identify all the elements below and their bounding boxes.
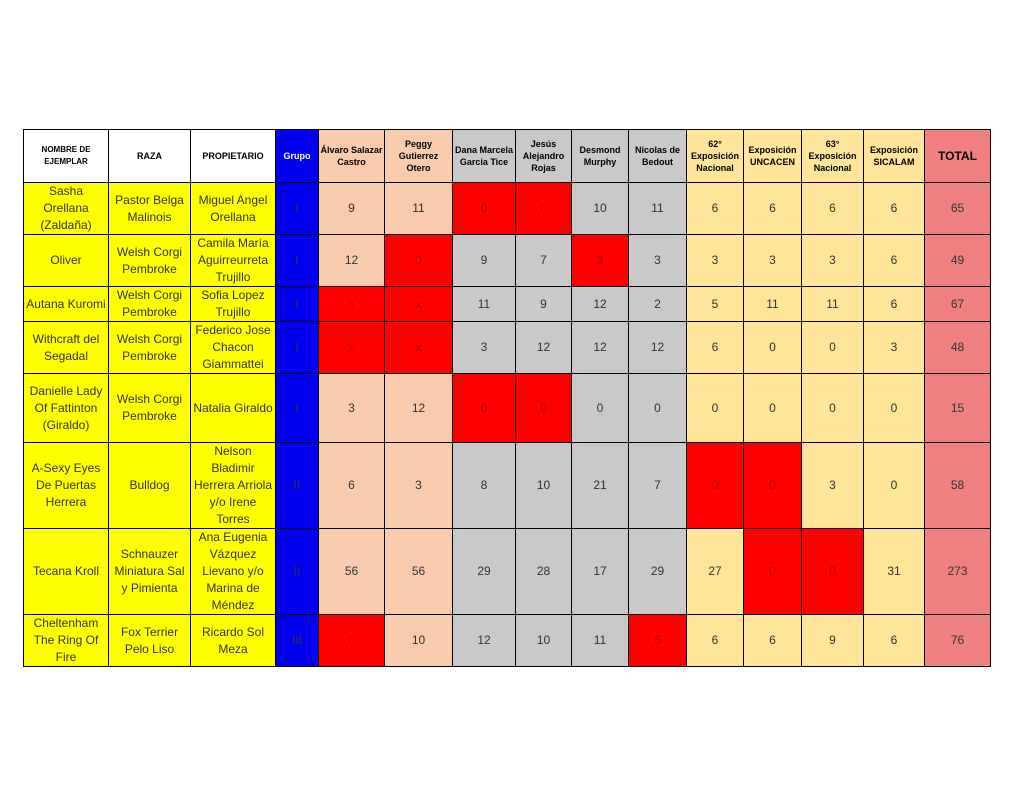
cell-propietario: Ricardo Sol Meza: [191, 615, 276, 667]
cell-nombre: A-Sexy Eyes De Puertas Herrera: [24, 443, 109, 529]
cell-score: 6: [864, 183, 925, 235]
cell-nombre: Oliver: [24, 235, 109, 287]
cell-raza: Welsh Corgi Pembroke: [109, 235, 191, 287]
table-row: [24, 443, 991, 529]
cell-score: 0: [453, 374, 516, 443]
cell-grupo: I: [276, 374, 319, 443]
cell-score: 12: [453, 615, 516, 667]
cell-propietario: Miguel Angel Orellana: [191, 183, 276, 235]
header-judge-alvaro: Álvaro Salazar Castro: [319, 130, 385, 183]
cell-score: 3: [385, 443, 453, 529]
cell-score: 12: [516, 322, 572, 374]
cell-score: 3: [319, 374, 385, 443]
cell-score: 7: [516, 235, 572, 287]
cell-score: 9: [319, 183, 385, 235]
cell-score: 0: [516, 374, 572, 443]
cell-total: 65: [925, 183, 991, 235]
table-row: [24, 183, 991, 235]
results-table: [23, 129, 991, 667]
cell-score: 0: [802, 322, 864, 374]
cell-score: x: [385, 287, 453, 322]
cell-total: 76: [925, 615, 991, 667]
cell-score: 0: [744, 529, 802, 615]
cell-score: 10: [516, 615, 572, 667]
cell-grupo: I: [276, 287, 319, 322]
cell-score: 0: [744, 374, 802, 443]
cell-score: 9: [802, 615, 864, 667]
cell-score: 6: [687, 183, 744, 235]
cell-grupo: III: [276, 615, 319, 667]
cell-score: 3: [629, 235, 687, 287]
header-expo-63: 63° Exposición Nacional: [802, 130, 864, 183]
cell-score: 0: [744, 322, 802, 374]
cell-score: 0: [802, 529, 864, 615]
cell-score: 28: [516, 529, 572, 615]
cell-score: 6: [687, 322, 744, 374]
header-raza: RAZA: [109, 130, 191, 183]
table-body: [24, 183, 991, 667]
cell-score: 10: [516, 443, 572, 529]
header-judge-nicolas: Nicolas de Bedout: [629, 130, 687, 183]
cell-score: 31: [864, 529, 925, 615]
cell-score: 6: [864, 287, 925, 322]
cell-raza: Welsh Corgi Pembroke: [109, 322, 191, 374]
cell-score: 9: [453, 235, 516, 287]
cell-score: 0: [453, 183, 516, 235]
cell-grupo: I: [276, 183, 319, 235]
cell-score: 11: [572, 615, 629, 667]
cell-nombre: Cheltenham The Ring Of Fire: [24, 615, 109, 667]
cell-score: 5: [687, 287, 744, 322]
cell-score: 0: [744, 443, 802, 529]
cell-score: 6: [864, 615, 925, 667]
header-judge-dana: Dana Marcela Garcia Tice: [453, 130, 516, 183]
cell-score: 0: [319, 615, 385, 667]
cell-score: 0: [385, 235, 453, 287]
cell-score: 0: [516, 183, 572, 235]
cell-score: 11: [802, 287, 864, 322]
cell-raza: Bulldog: [109, 443, 191, 529]
cell-raza: Pastor Belga Malinois: [109, 183, 191, 235]
table-row: [24, 235, 991, 287]
cell-score: 6: [629, 615, 687, 667]
cell-score: 0: [687, 443, 744, 529]
cell-propietario: Natalia Giraldo: [191, 374, 276, 443]
cell-score: 0: [802, 374, 864, 443]
header-expo-uncacen: Exposición UNCACEN: [744, 130, 802, 183]
cell-score: 21: [572, 443, 629, 529]
table-row: [24, 287, 991, 322]
cell-score: 3: [802, 235, 864, 287]
cell-total: 58: [925, 443, 991, 529]
cell-score: 10: [385, 615, 453, 667]
table-row: [24, 529, 991, 615]
cell-nombre: Danielle Lady Of Fattinton (Giraldo): [24, 374, 109, 443]
cell-total: 273: [925, 529, 991, 615]
cell-score: 0: [572, 374, 629, 443]
cell-score: 56: [319, 529, 385, 615]
table-row: [24, 374, 991, 443]
cell-score: 3: [453, 322, 516, 374]
cell-score: 3: [687, 235, 744, 287]
header-nombre: NOMBRE DE EJEMPLAR: [24, 130, 109, 183]
header-expo-sicalam: Exposición SICALAM: [864, 130, 925, 183]
header-total: TOTAL: [925, 130, 991, 183]
cell-score: 12: [629, 322, 687, 374]
header-judge-peggy: Peggy Gutierrez Otero: [385, 130, 453, 183]
cell-nombre: Sasha Orellana (Zaldaña): [24, 183, 109, 235]
cell-score: 12: [319, 235, 385, 287]
cell-score: 0: [864, 443, 925, 529]
cell-score: 3: [572, 235, 629, 287]
cell-raza: Welsh Corgi Pembroke: [109, 374, 191, 443]
cell-propietario: Camila María Aguirreurreta Trujillo: [191, 235, 276, 287]
cell-propietario: Sofia Lopez Trujillo: [191, 287, 276, 322]
header-propietario: PROPIETARIO: [191, 130, 276, 183]
header-row: [24, 130, 991, 183]
cell-score: 6: [687, 615, 744, 667]
cell-score: x: [319, 322, 385, 374]
cell-score: 11: [629, 183, 687, 235]
cell-score: 10: [572, 183, 629, 235]
cell-nombre: Tecana Kroll: [24, 529, 109, 615]
header-judge-jesus: Jesús Alejandro Rojas: [516, 130, 572, 183]
cell-raza: Schnauzer Miniatura Sal y Pimienta: [109, 529, 191, 615]
header-judge-desmond: Desmond Murphy: [572, 130, 629, 183]
cell-grupo: II: [276, 529, 319, 615]
cell-score: 0: [864, 374, 925, 443]
cell-score: 6: [744, 183, 802, 235]
table-row: [24, 322, 991, 374]
cell-total: 67: [925, 287, 991, 322]
cell-score: x: [385, 322, 453, 374]
cell-score: 12: [572, 287, 629, 322]
cell-nombre: Autana Kuromi: [24, 287, 109, 322]
header-expo-62: 62° Exposición Nacional: [687, 130, 744, 183]
cell-propietario: Nelson Bladimir Herrera Arriola y/o Irene Torres: [191, 443, 276, 529]
cell-score: 6: [319, 443, 385, 529]
cell-score: 3: [864, 322, 925, 374]
cell-total: 48: [925, 322, 991, 374]
cell-score: 12: [572, 322, 629, 374]
cell-raza: Fox Terrier Pelo Liso: [109, 615, 191, 667]
cell-score: 56: [385, 529, 453, 615]
cell-score: 3: [744, 235, 802, 287]
cell-score: 29: [453, 529, 516, 615]
cell-score: 27: [687, 529, 744, 615]
cell-score: 0: [629, 374, 687, 443]
cell-total: 15: [925, 374, 991, 443]
cell-score: 6: [744, 615, 802, 667]
cell-total: 49: [925, 235, 991, 287]
cell-propietario: Federico Jose Chacon Giammattei: [191, 322, 276, 374]
cell-score: 8: [453, 443, 516, 529]
cell-propietario: Ana Eugenia Vázquez Lievano y/o Marina de Méndez: [191, 529, 276, 615]
cell-score: 17: [572, 529, 629, 615]
cell-score: 9: [516, 287, 572, 322]
cell-score: 6: [802, 183, 864, 235]
cell-score: x: [319, 287, 385, 322]
header-grupo: Grupo: [276, 130, 319, 183]
cell-nombre: Withcraft del Segadal: [24, 322, 109, 374]
cell-score: 11: [453, 287, 516, 322]
cell-score: 6: [864, 235, 925, 287]
cell-grupo: II: [276, 443, 319, 529]
cell-score: 11: [385, 183, 453, 235]
table-row: [24, 615, 991, 667]
cell-grupo: I: [276, 322, 319, 374]
cell-score: 7: [629, 443, 687, 529]
cell-score: 11: [744, 287, 802, 322]
cell-score: 29: [629, 529, 687, 615]
cell-score: 2: [629, 287, 687, 322]
cell-score: 0: [687, 374, 744, 443]
cell-raza: Welsh Corgi Pembroke: [109, 287, 191, 322]
cell-score: 3: [802, 443, 864, 529]
cell-score: 12: [385, 374, 453, 443]
cell-grupo: I: [276, 235, 319, 287]
